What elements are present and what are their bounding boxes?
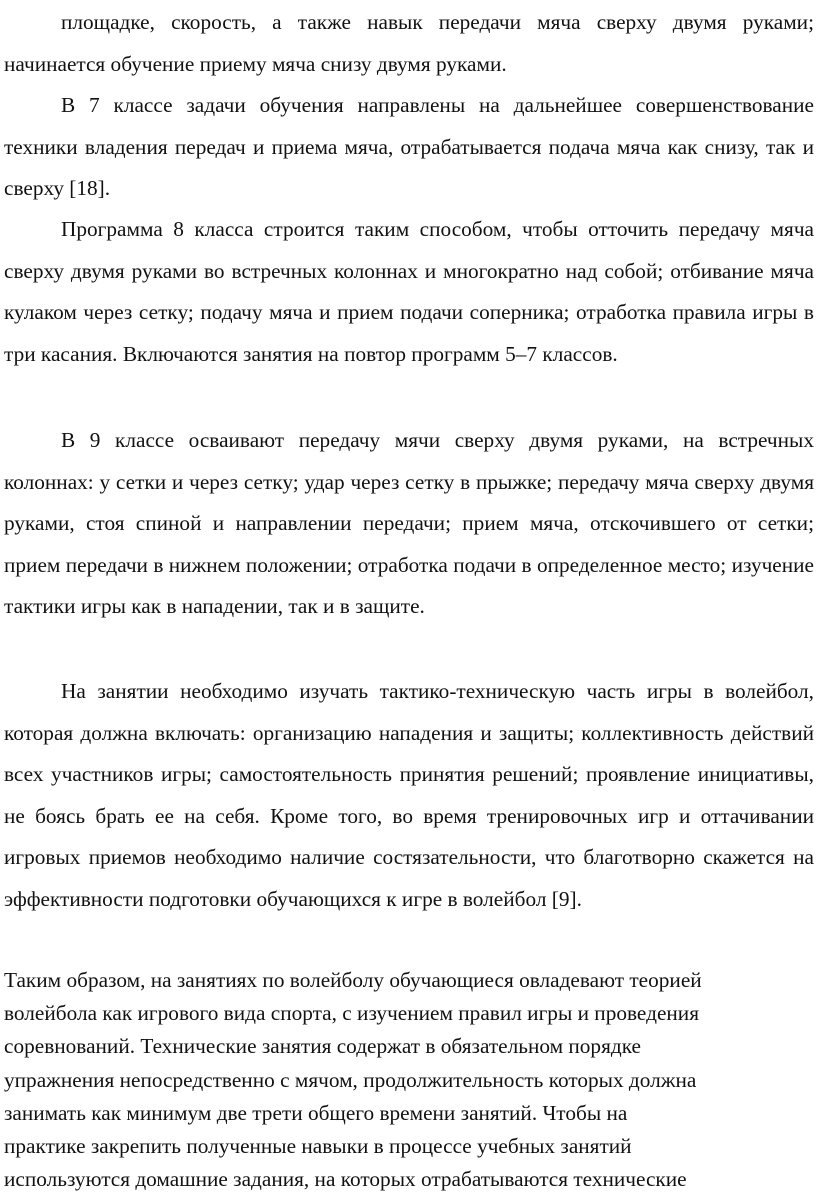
conclusion-line: занимать как минимум две трети общего времени занятий. Чтобы на: [4, 1100, 628, 1125]
paragraph-tactics: На занятии необходимо изучать тактико-техническую часть игры в волейбол, которая должна включать: организацию нападения и защиты; коллективность действий всех участников игры; самостоятельность принятия решений; проявление инициативы, не боясь брать ее на себя. Кроме того, во время тренировочных игр и оттачивании игровых приемов необходимо наличие состязательности, что благотворно скажется на эффективности подготовки обучающихся к игре в волейбол [9].: [4, 679, 814, 911]
paragraph-grade-9: В 9 классе осваивают передачу мячи сверху двумя руками, на встречных колоннах: у сетки и через сетку; удар через сетку в прыжке; передачу мяча сверху двумя руками, стоя спиной и направлении передачи; прием мяча, отскочившего от сетки; прием передачи в нижнем положении; отработка подачи в определенное место; изучение тактики игры как в нападении, так и в защите.: [4, 428, 814, 618]
conclusion-line: упражнения непосредственно с мячом, продолжительность которых должна: [4, 1067, 697, 1092]
conclusion-line: Таким образом, на занятиях по волейболу обучающиеся овладевают теорией: [4, 968, 702, 992]
paragraph-grade-8: Программа 8 класса строится таким способом, чтобы отточить передачу мяча сверху двумя руками во встречных колоннах и многократно над собой; отбивание мяча кулаком через сетку; подачу мяча и прием подачи соперника; отработка правила игры в три касания. Включаются занятия на повтор программ 5–7 классов.: [4, 217, 814, 366]
paragraph-conclusion: [4, 964, 810, 1196]
conclusion-line: используются домашние задания, на которых отрабатываются технические: [4, 1167, 687, 1192]
conclusion-line: волейбола как игрового вида спорта, с изучением правил игры и проведения: [4, 1001, 699, 1026]
conclusion-line: соревнований. Технические занятия содержат в обязательном порядке: [4, 1034, 641, 1059]
paragraph-grade-7: В 7 классе задачи обучения направлены на дальнейшее совершенствование техники владения передач и приема мяча, отрабатывается подача мяча как снизу, так и сверху [18].: [4, 93, 814, 200]
paragraph-continuation: площадке, скорость, а также навык передачи мяча сверху двумя руками; начинается обучение приему мяча снизу двумя руками.: [4, 10, 814, 76]
conclusion-line: практике закрепить полученные навыки в процессе учебных занятий: [4, 1134, 632, 1159]
